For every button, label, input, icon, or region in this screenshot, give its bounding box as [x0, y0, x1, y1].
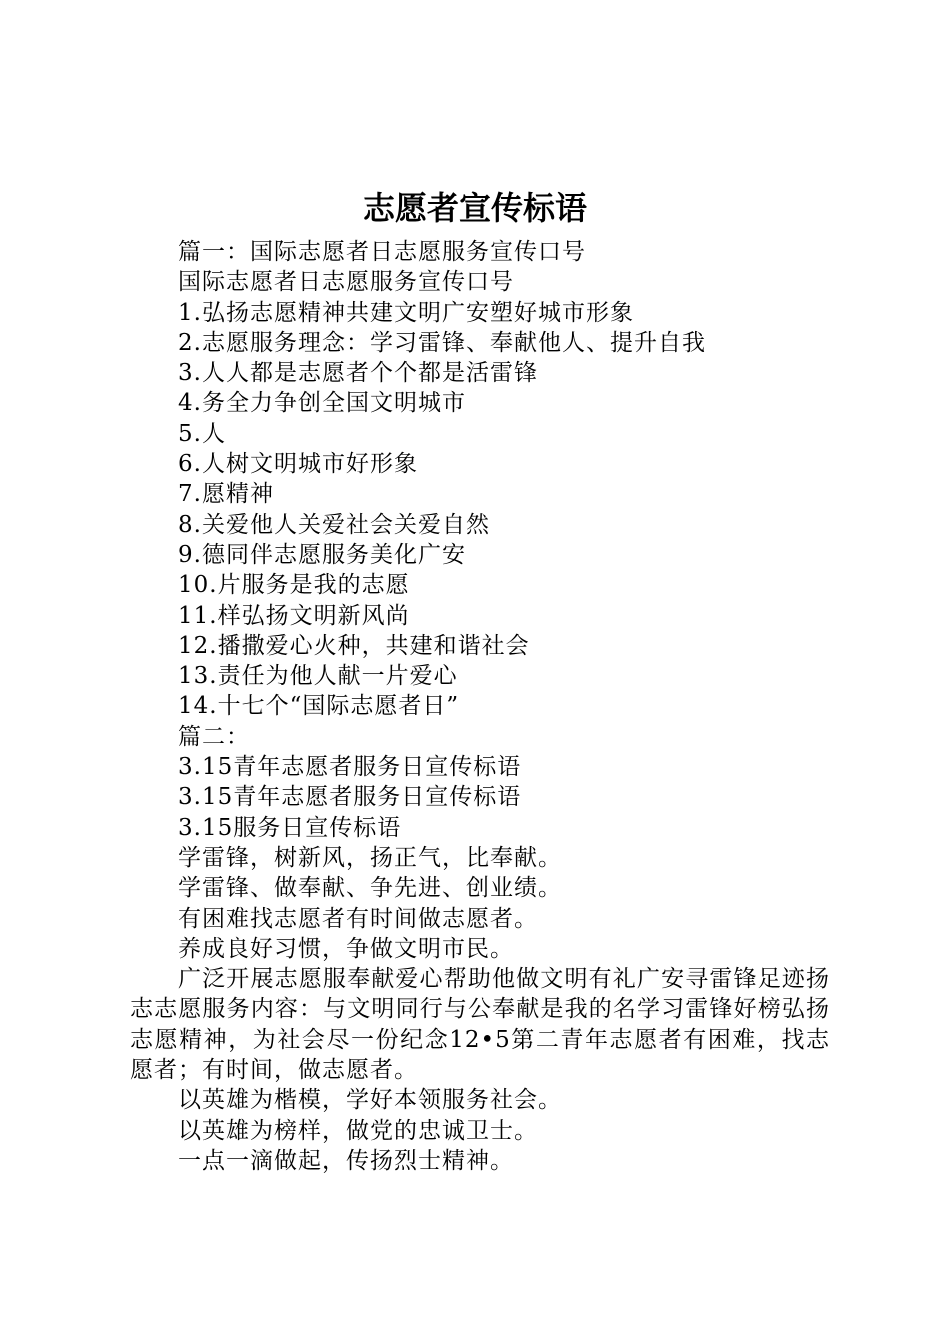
text-line: 4.务全力争创全国文明城市: [178, 390, 466, 417]
text-line: 有困难找志愿者有时间做志愿者。: [178, 905, 538, 932]
text-line: 8.关爱他人关爱社会关爱自然: [178, 511, 490, 538]
text-line: 一点一滴做起，传扬烈士精神。: [178, 1147, 514, 1174]
text-line: 5.人: [178, 420, 226, 447]
text-line: 篇二：: [178, 723, 250, 750]
slogan-list-end: [130, 1085, 830, 1176]
document-body: [130, 237, 830, 1176]
text-line: 1.弘扬志愿精神共建文明广安塑好城市形象: [178, 299, 634, 326]
text-line: 2.志愿服务理念：学习雷锋、奉献他人、提升自我: [178, 329, 706, 356]
text-line: 3.人人都是志愿者个个都是活雷锋: [178, 360, 538, 387]
text-line: 6.人树文明城市好形象: [178, 451, 418, 478]
text-line: 国际志愿者日志愿服务宣传口号: [178, 269, 514, 296]
text-line: 篇一：国际志愿者日志愿服务宣传口号: [178, 239, 586, 265]
document-title: 志愿者宣传标语: [362, 189, 587, 227]
text-line: 7.愿精神: [178, 481, 274, 508]
text-line: 养成良好习惯，争做文明市民。: [178, 935, 514, 962]
text-line: 学雷锋，树新风，扬正气，比奉献。: [178, 844, 562, 871]
text-line: 10.片服务是我的志愿: [178, 572, 410, 599]
text-line: 13.责任为他人献一片爱心: [178, 663, 458, 690]
text-line: 9.德同伴志愿服务美化广安: [178, 541, 466, 568]
body-paragraph: 广泛开展志愿服奉献爱心帮助他做文明有礼广安寻雷锋足迹扬志志愿服务内容：与文明同行与公奉献是我的名学习雷锋好榜弘扬志愿精神，为社会尽一份纪念12•5第二青年志愿者有困难，找志愿者；有时间，做志愿者。: [130, 966, 830, 1084]
text-line: 学雷锋、做奉献、争先进、创业绩。: [178, 875, 562, 902]
text-line: 3.15青年志愿者服务日宣传标语: [178, 754, 522, 781]
text-line: 11.样弘扬文明新风尚: [178, 602, 410, 629]
text-line: 12.播撒爱心火种，共建和谐社会: [178, 632, 530, 659]
text-line: 14.十七个“国际志愿者日”: [178, 693, 460, 720]
text-line: 以英雄为楷模，学好本领服务社会。: [178, 1087, 562, 1114]
slogan-list: [130, 237, 830, 964]
text-line: 3.15服务日宣传标语: [178, 814, 402, 841]
text-line: 以英雄为榜样，做党的忠诚卫士。: [178, 1117, 538, 1144]
text-line: 3.15青年志愿者服务日宣传标语: [178, 784, 522, 811]
